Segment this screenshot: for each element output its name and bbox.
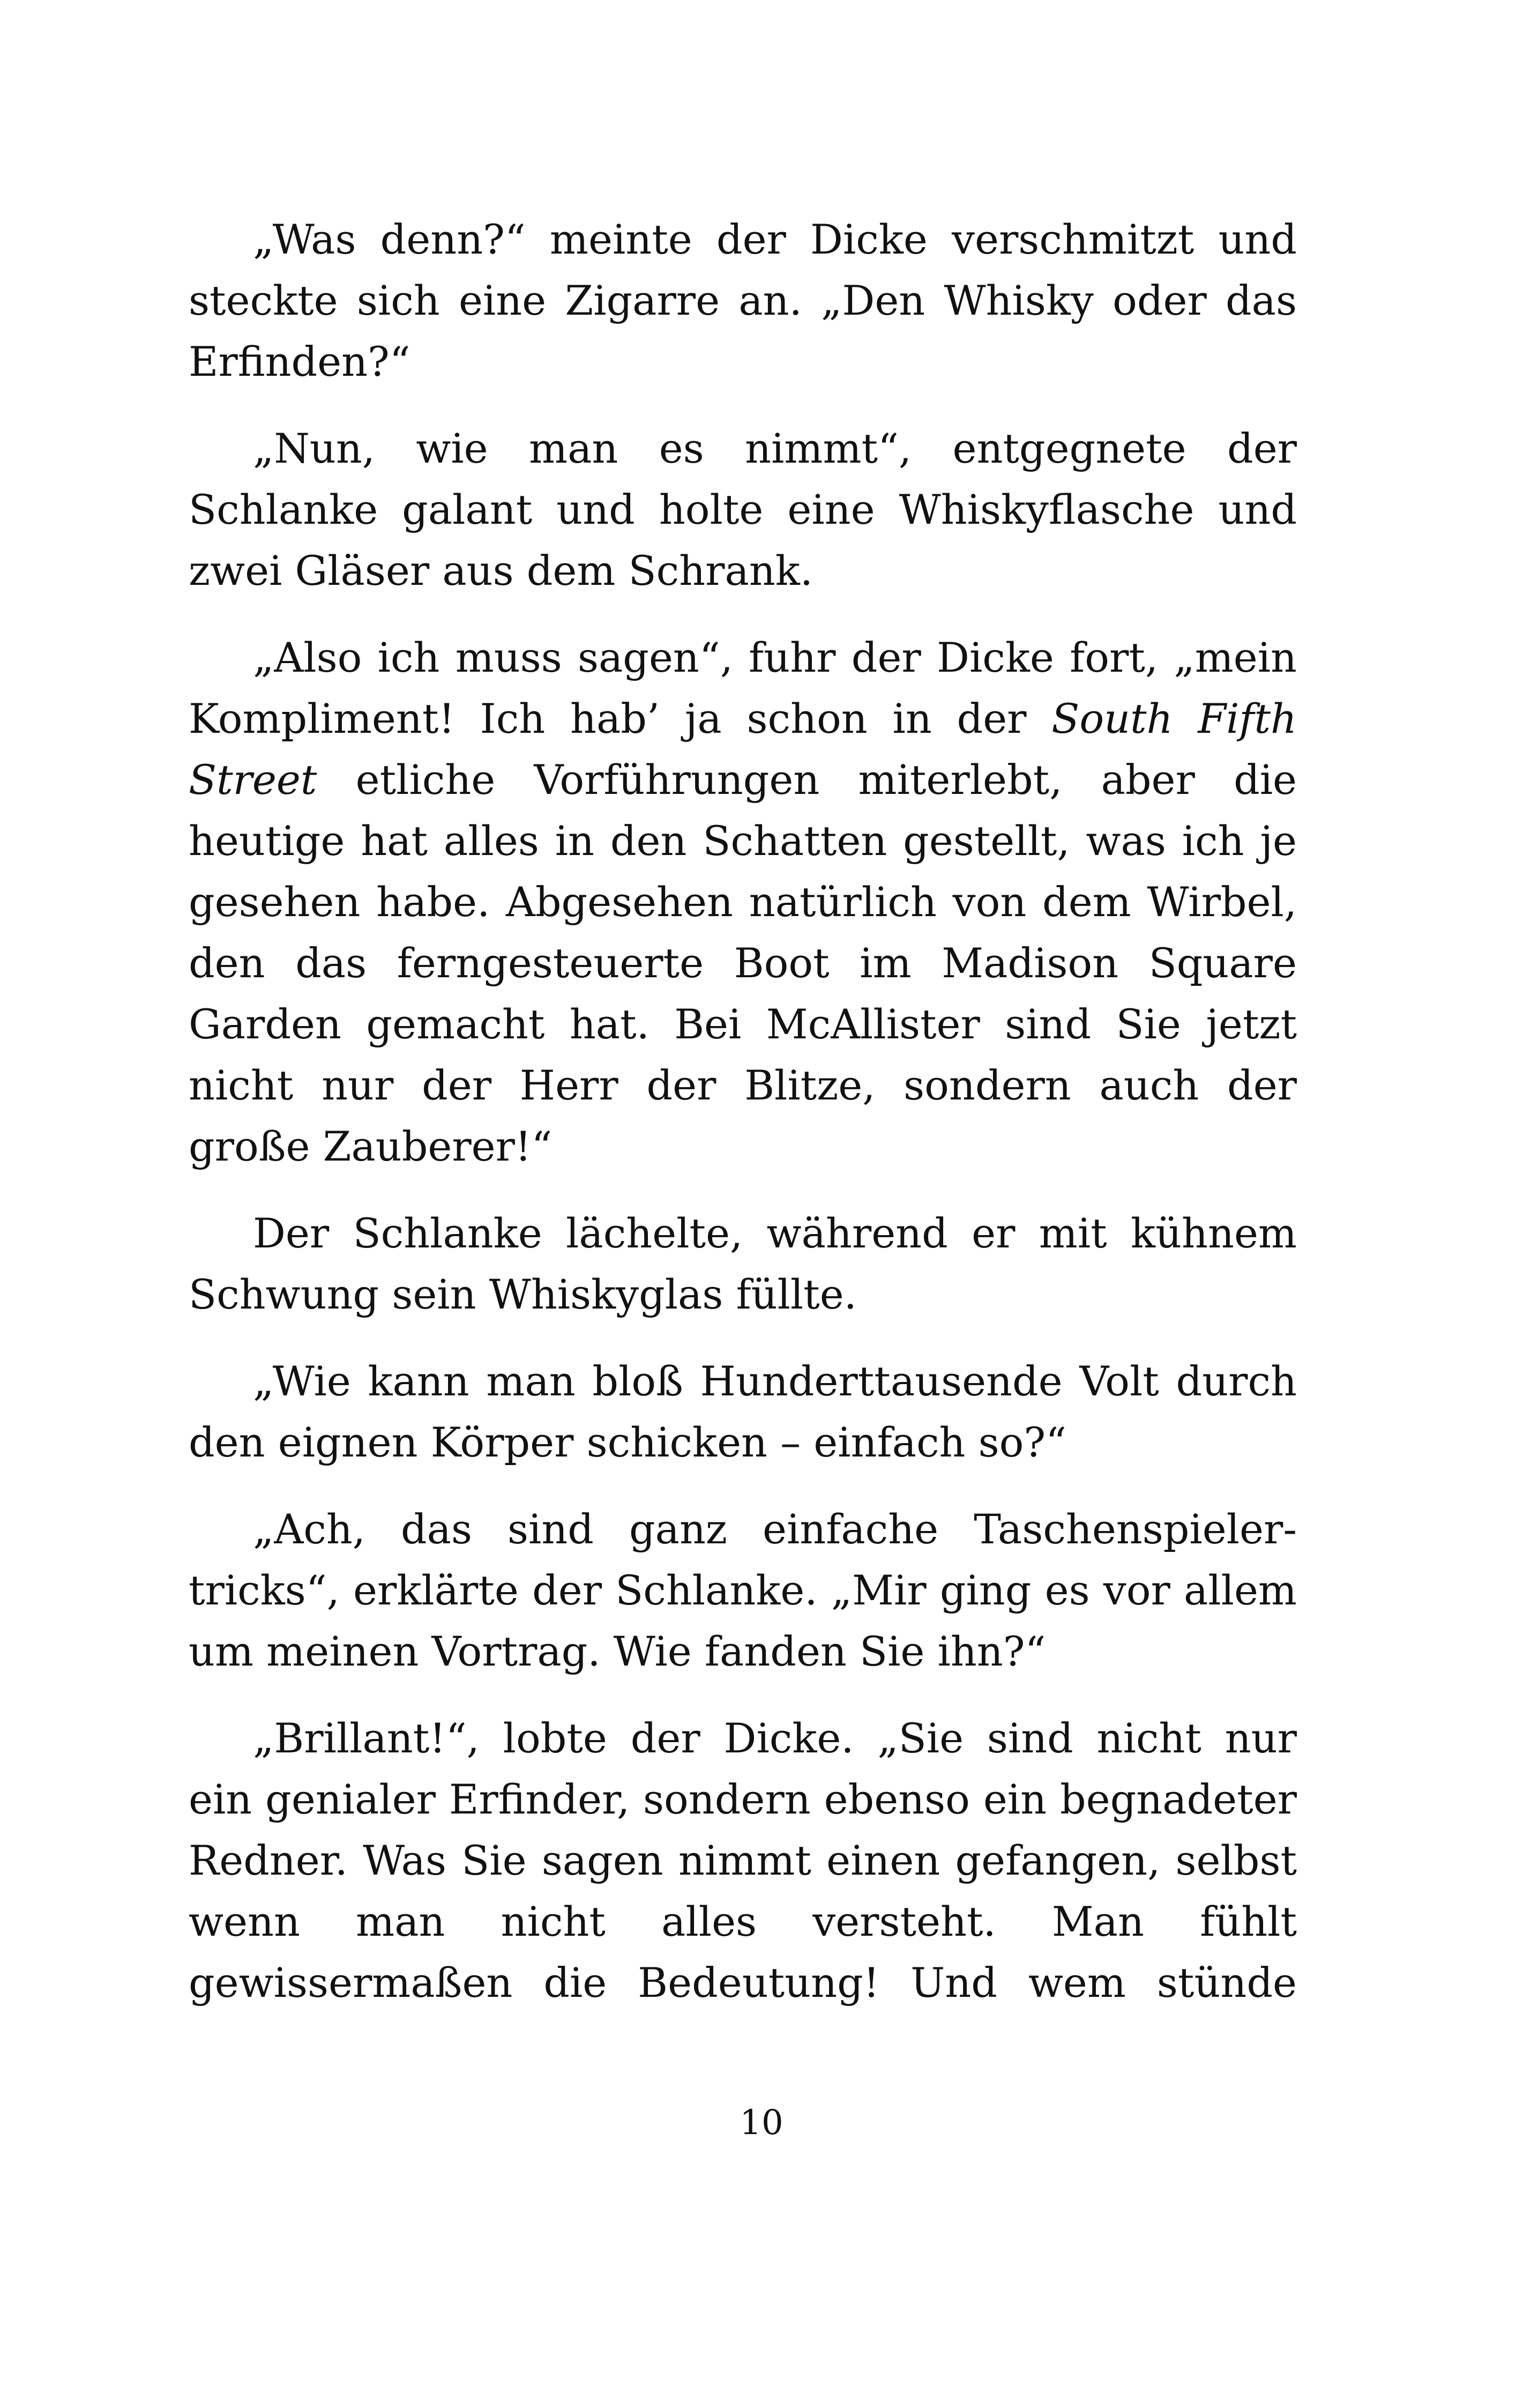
paragraph-3 <box>189 627 1297 1177</box>
page-number: 10 <box>740 2103 783 2143</box>
body-text <box>189 209 1297 2013</box>
paragraph-6: „Ach, das sind ganz einfache Taschenspielertricks“, erklärte der Schlanke. „Mir ging es vor allem um meinen Vortrag. Wie fanden Sie ihn?“ <box>189 1505 1297 1675</box>
paragraph-4: Der Schlanke lächelte, während er mit kühnem Schwung sein Whiskyglas füllte. <box>189 1209 1297 1318</box>
paragraph-5: „Wie kann man bloß Hunderttausende Volt durch den eignen Körper schicken – einfach so?“ <box>189 1357 1297 1466</box>
paragraph-3-part-1: „Also ich muss sagen“, fuhr der Dicke fort, „mein Kompliment! Ich hab’ ja schon in der <box>189 634 1297 742</box>
paragraph-3-part-2: etliche Vorführungen miterlebt, aber die heutige hat alles in den Schatten gestellt, was ich je gesehen habe. Abgesehen natürlich von dem Wirbel, den das ferngesteuerte Boot im Madison Square Garden gemacht hat. Bei McAllister sind Sie jetzt nicht nur der Herr der Blitze, sondern auch der große Zauberer!“ <box>189 756 1297 1170</box>
street-name-italic: South Fifth Street <box>189 695 1297 804</box>
paragraph-1: „Was denn?“ meinte der Dicke verschmitzt und steckte sich eine Zigarre an. „Den Whisky oder das Erfinden?“ <box>189 215 1297 385</box>
paragraph-2: „Nun, wie man es nimmt“, entgegnete der Schlanke galant und holte eine Whiskyflasche und zwei Gläser aus dem Schrank. <box>189 425 1297 594</box>
paragraph-7: „Brillant!“, lobte der Dicke. „Sie sind nicht nur ein genialer Erfinder, sondern ebenso ein begnadeter Redner. Was Sie sagen nimmt einen gefangen, selbst wenn man nicht alles versteht. Man fühlt gewissermaßen die Bedeutung! Und wem stünde <box>189 1714 1297 2006</box>
